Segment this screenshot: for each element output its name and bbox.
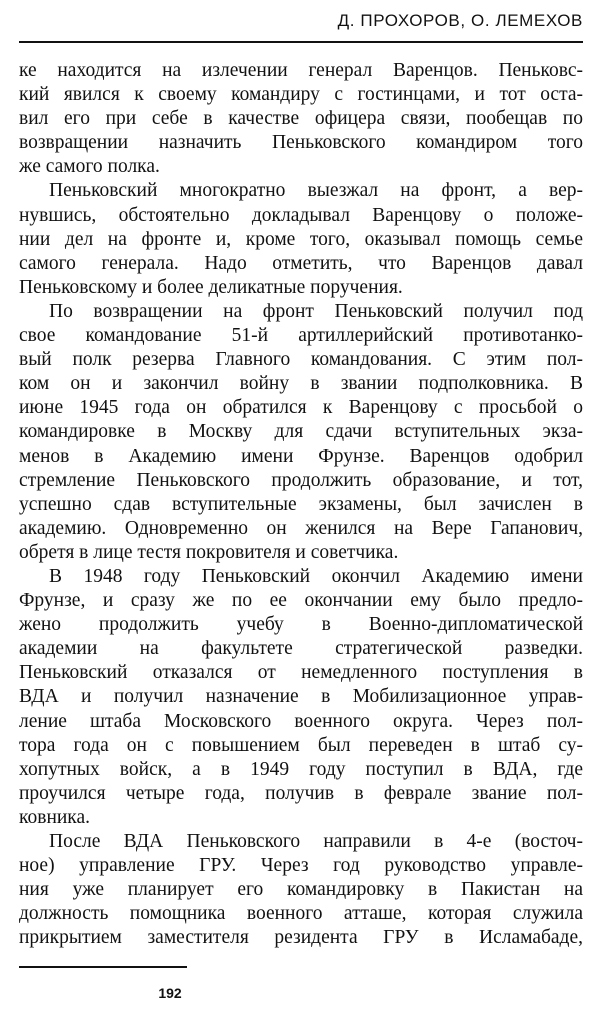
text-line: академию. Одновременно он женился на Вере Гапанович, — [19, 517, 583, 539]
text-line: ния уже планирует его командировку в Пакистан на — [19, 879, 583, 901]
paragraph-4 — [19, 565, 583, 830]
text-line: стремление Пеньковского продолжить образование, и тот, — [19, 469, 583, 491]
text-line: ление штаба Московского военного округа. Через пол- — [19, 710, 583, 732]
text-line: обретя в лице тестя покровителя и советчика. — [19, 541, 399, 563]
text-line: вый полк резерва Главного командования. С этим пол- — [19, 349, 583, 371]
paragraph-3 — [19, 300, 583, 565]
paragraph-5 — [19, 830, 583, 950]
text-line: же самого полка. — [19, 156, 160, 178]
text-line: Пеньковскому и более деликатные поручения. — [19, 276, 403, 298]
text-line: Фрунзе, и сразу же по ее окончании ему было предло- — [19, 590, 583, 612]
text-line: В 1948 году Пеньковский окончил Академию имени — [49, 565, 583, 587]
text-line: академии на факультете стратегической разведки. — [19, 638, 583, 660]
text-line: свое командование 51-й артиллерийский противотанко- — [19, 325, 583, 347]
text-line: возвращении назначить Пеньковского командиром того — [19, 132, 583, 154]
text-line: Пеньковский отказался от немедленного поступления в — [19, 662, 583, 684]
text-line: ковника. — [19, 806, 91, 828]
text-line: успешно сдав вступительные экзамены, был зачислен в — [19, 493, 583, 515]
running-header: Д. ПРОХОРОВ, О. ЛЕМЕХОВ — [337, 11, 583, 30]
text-line: ке находится на излечении генерал Варенцов. Пеньковс- — [19, 60, 583, 81]
text-line: июне 1945 года он обратился к Варенцову с просьбой о — [19, 397, 583, 419]
text-line: командировке в Москву для сдачи вступительных экза- — [19, 421, 583, 443]
text-line: ком он и закончил войну в звании подполковника. В — [19, 373, 583, 395]
paragraph-2 — [19, 179, 583, 299]
text-line: должность помощника военного атташе, которая служила — [19, 903, 583, 925]
text-line: жено продолжить учебу в Военно-дипломатической — [19, 614, 583, 636]
text-line: нувшись, обстоятельно докладывал Варенцову о положе- — [19, 204, 583, 226]
text-line: нии дел на фронте и, кроме того, оказывал помощь семье — [19, 228, 583, 250]
text-line: Пеньковский многократно выезжал на фронт, а вер- — [49, 180, 583, 202]
text-line: самого генерала. Надо отметить, что Варенцов давал — [19, 252, 583, 274]
text-line: тора года он с повышением был переведен в штаб су- — [19, 734, 583, 756]
text-line: проучился четыре года, получив в феврале звание пол- — [19, 782, 583, 804]
text-line: кий явился к своему командиру с гостинцами, и тот оста- — [19, 84, 583, 106]
page-number: 192 — [158, 985, 182, 1001]
text-line: ВДА и получил назначение в Мобилизационное управ- — [19, 686, 583, 708]
footnote-rule — [19, 966, 187, 968]
paragraph-1 — [19, 59, 583, 179]
text-line: менов в Академию имени Фрунзе. Варенцов одобрил — [19, 445, 583, 467]
header-rule — [19, 41, 583, 43]
text-line: ное) управление ГРУ. Через год руководство управле- — [19, 855, 583, 877]
text-line: После ВДА Пеньковского направили в 4-е (восточ- — [49, 831, 583, 852]
text-line: вил его при себе в качестве офицера связи, пообещав по — [19, 108, 583, 130]
text-line: хопутных войск, а в 1949 году поступил в ВДА, где — [19, 758, 583, 780]
text-line: По возвращении на фронт Пеньковский получил под — [49, 300, 583, 322]
body-text — [19, 59, 583, 950]
text-line: прикрытием заместителя резидента ГРУ в Исламабаде, — [19, 927, 583, 949]
